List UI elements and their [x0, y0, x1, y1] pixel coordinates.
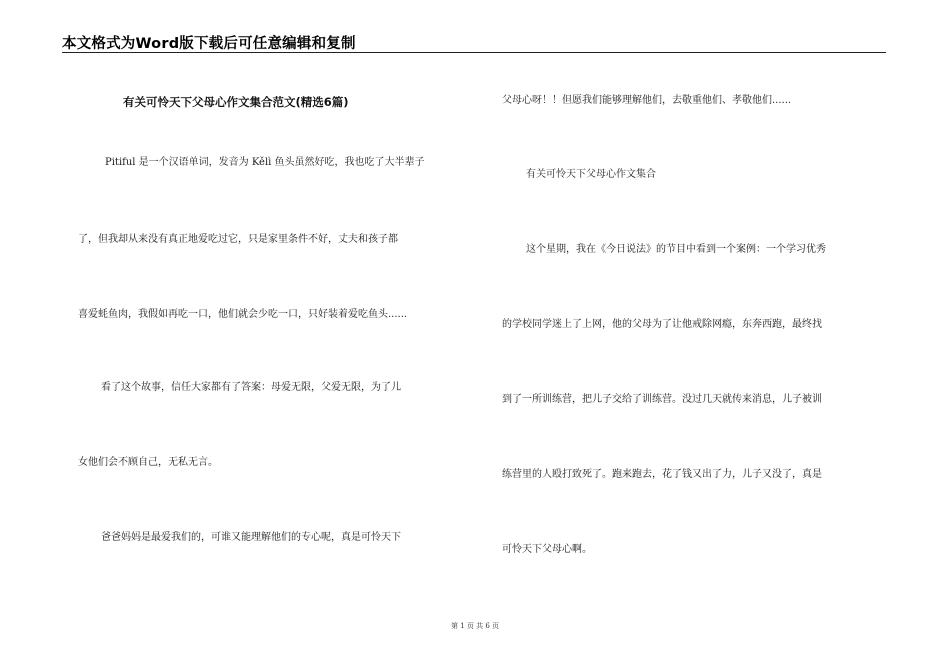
- paragraph-line: 女他们会不顾自己，无私无言。: [78, 457, 218, 468]
- paragraph-line: 爸爸妈妈是最爱我们的，可谁又能理解他们的专心呢，真是可怜天下: [101, 532, 401, 543]
- paragraph-line: 了，但我却从来没有真正地爱吃过它，只是家里条件不好，丈夫和孩子都: [78, 234, 398, 245]
- paragraph-line: 可怜天下父母心啊。: [502, 544, 592, 555]
- header-divider: [62, 52, 886, 53]
- document-title: 有关可怜天下父母心作文集合范文(精选6篇): [123, 95, 349, 109]
- section-heading: 有关可怜天下父母心作文集合: [526, 169, 656, 180]
- paragraph-line: 练营里的人殴打致死了。跑来跑去，花了钱又出了力，儿子又没了，真是: [502, 469, 822, 480]
- paragraph-line: 这个星期，我在《今日说法》的节目中看到一个案例：一个学习优秀: [526, 244, 826, 255]
- paragraph-line: 父母心呀！！但愿我们能够理解他们，去敬重他们、孝敬他们......: [502, 95, 792, 106]
- page-number: 第 1 页 共 6 页: [450, 622, 500, 630]
- paragraph-line: Pitiful 是一个汉语单词，发音为 Kělì 鱼头虽然好吃，我也吃了大半辈子: [105, 157, 425, 168]
- paragraph-line: 到了一所训练营，把儿子交给了训练营。没过几天就传来消息，儿子被训: [502, 394, 822, 405]
- paragraph-line: 喜爱蚝鱼肉，我假如再吃一口，他们就会少吃一口，只好装着爱吃鱼头......: [78, 309, 408, 320]
- paragraph-line: 看了这个故事，信任大家都有了答案：母爱无限，父爱无限，为了儿: [101, 382, 401, 393]
- paragraph-line: 的学校同学迷上了上网，他的父母为了让他戒除网瘾，东奔西跑，最终找: [502, 319, 822, 330]
- document-banner: 本文格式为Word版下载后可任意编辑和复制: [62, 36, 356, 52]
